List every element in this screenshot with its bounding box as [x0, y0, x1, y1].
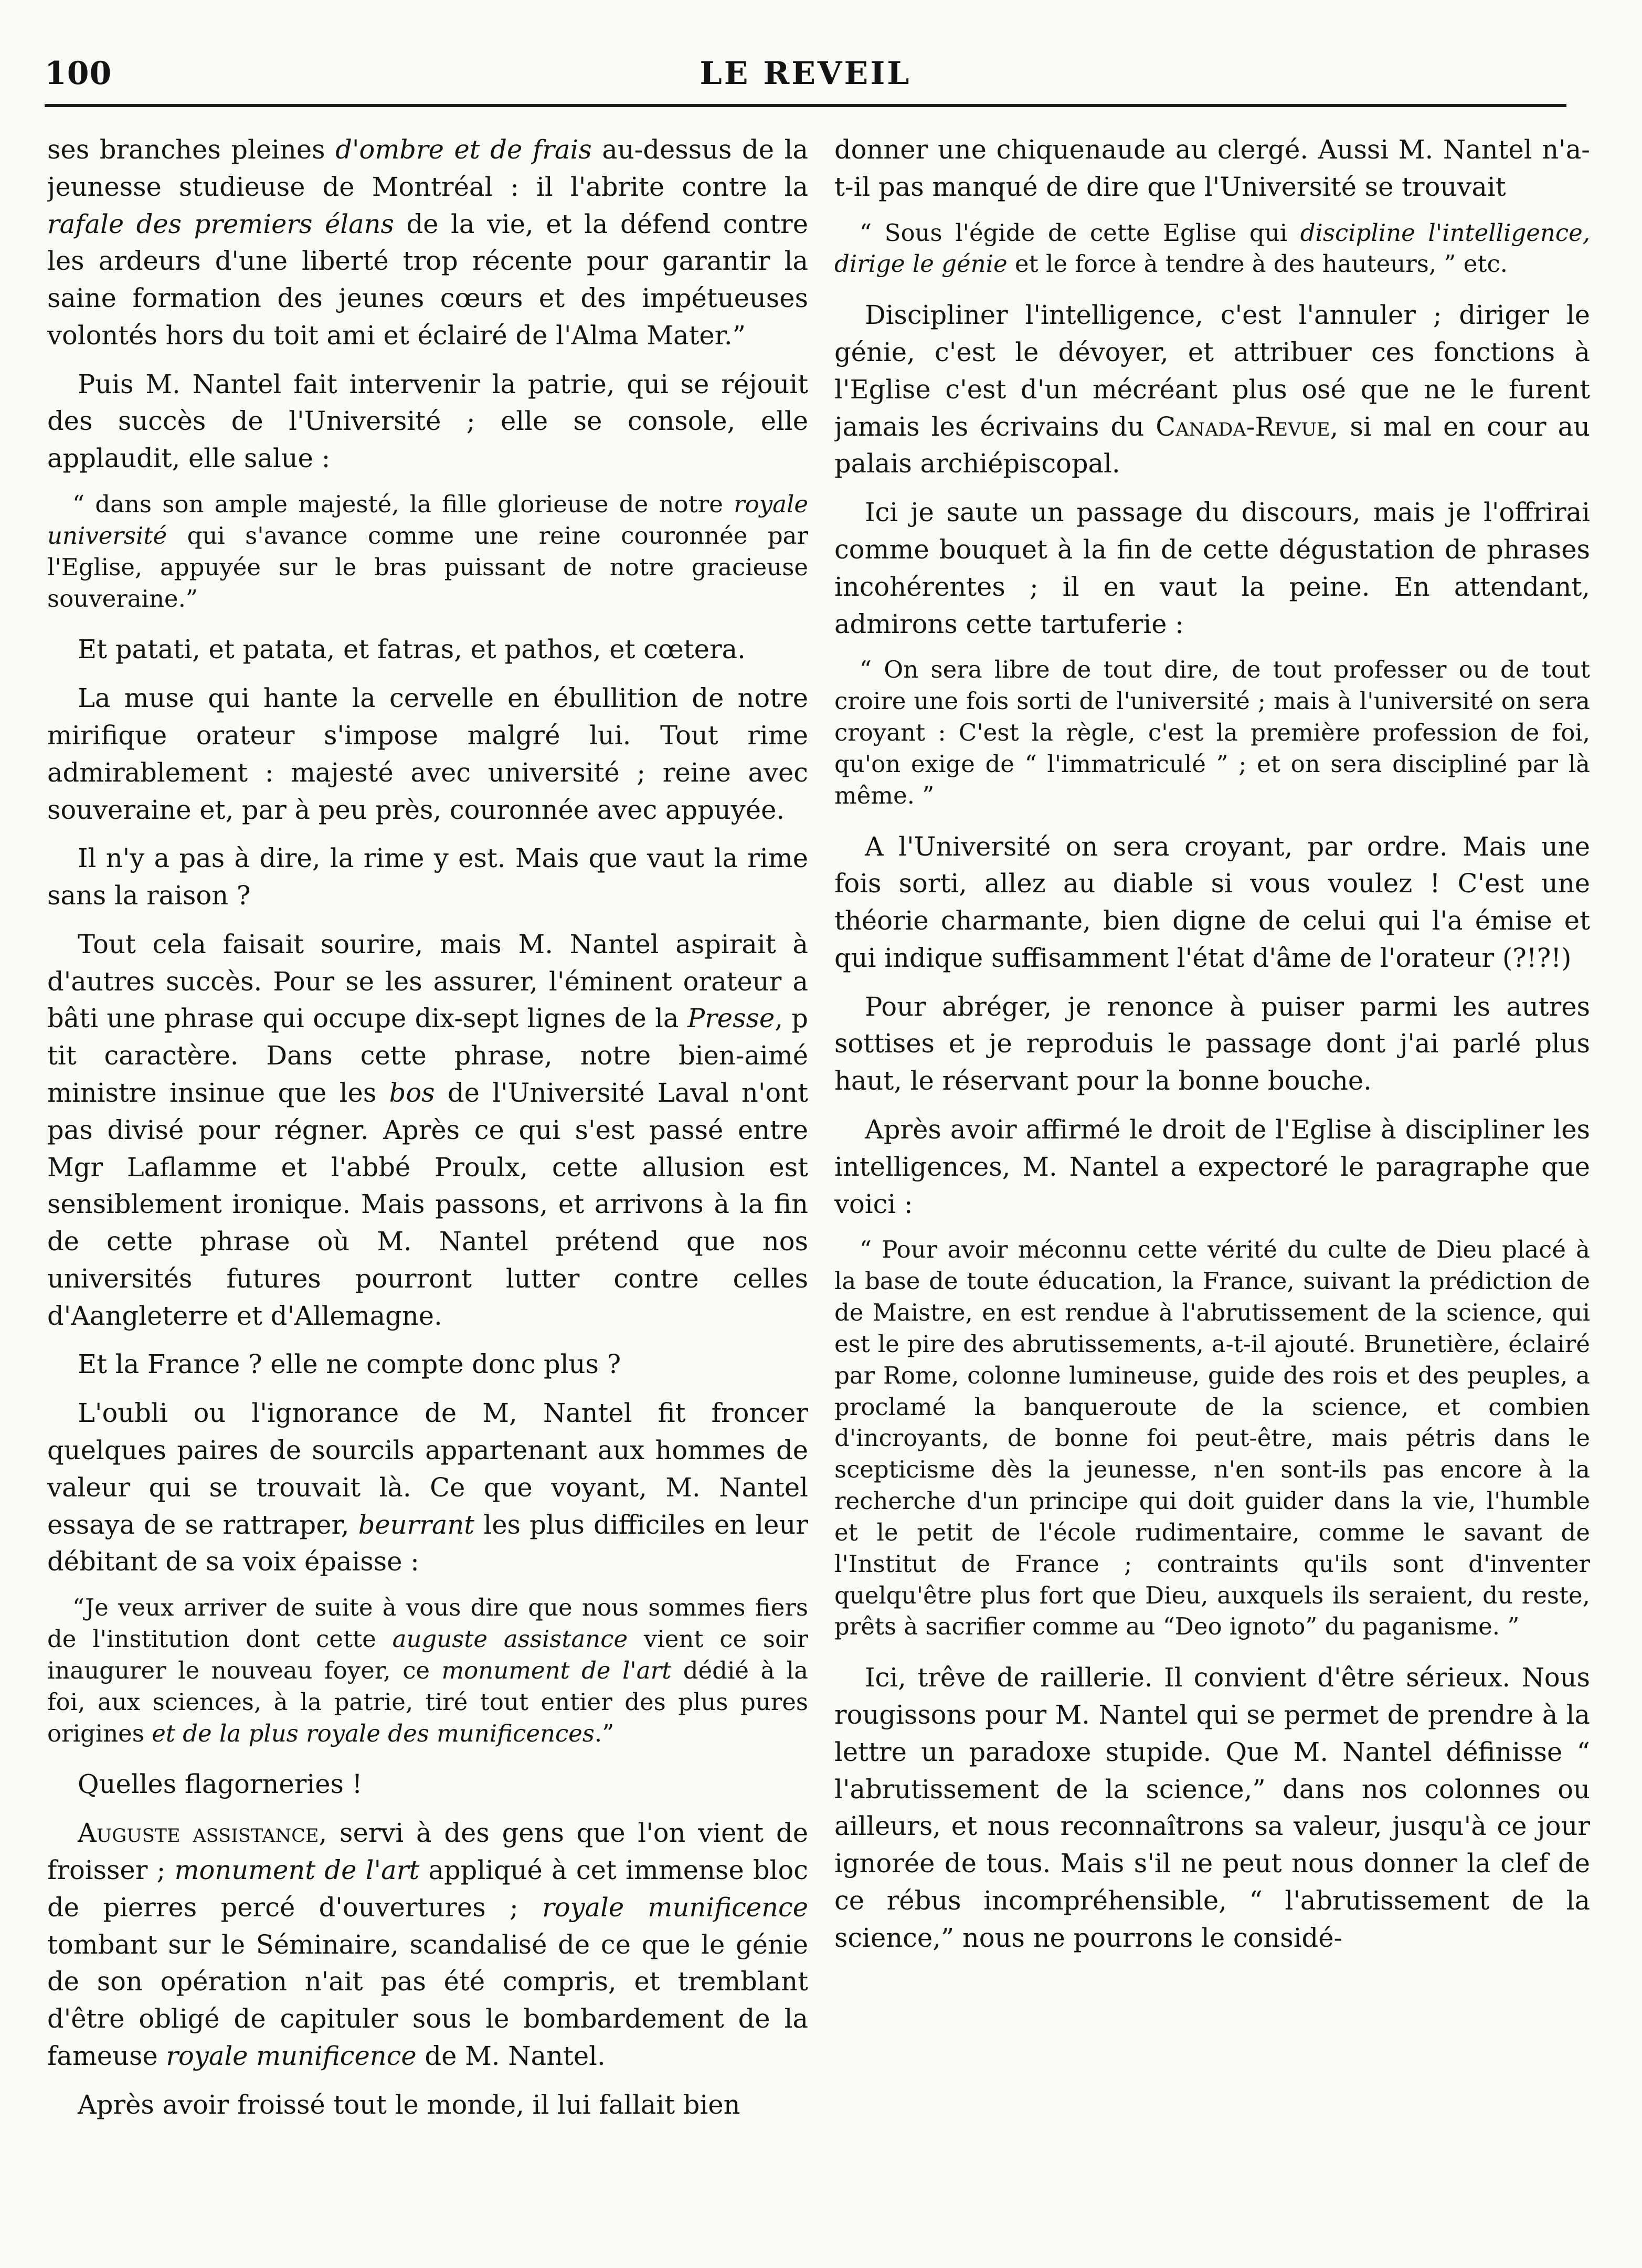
quotation: “ dans son ample majesté, la fille glorieuse de notre royale université qui s'avance comme une reine couronnée par l'Eglise, appuyée sur le bras puissant de notre gracieuse souveraine.” — [47, 490, 808, 613]
paragraph: Puis M. Nantel fait intervenir la patrie, qui se réjouit des succès de l'Université ; elle se console, elle applaudit, elle salue : — [47, 368, 808, 474]
right-column — [834, 131, 1590, 2178]
left-column — [47, 131, 808, 2178]
paragraph: Après avoir affirmé le droit de l'Eglise à discipliner les intelligences, M. Nantel a expectoré le paragraphe que voici : — [834, 1114, 1590, 1219]
quotation: “ Pour avoir méconnu cette vérité du culte de Dieu placé à la base de toute éducation, la France, suivant la prédiction de de Maistre, en est rendue à l'abrutissement de la science, qui est le pire des abrutissements, a-t-il ajouté. Brunetière, éclairé par Rome, colonne lumineuse, guide des rois et des peuples, a proclamé la banqueroute de la science, et combien d'incroyants, de bonne foi peut-être, mais pétris dans le scepticisme dès la jeunesse, n'en sont-ils pas encore à la recherche d'un principe qui doit guider dans la vie, l'humble et le petit de l'école rudimentaire, comme le savant de l'Institut de France ; contraints qu'ils sont d'inventer quelqu'être plus fort que Dieu, auxquels ils seraient, du reste, prêts à sacrifier comme au “Deo ignoto” du paganisme. ” — [834, 1236, 1590, 1641]
paragraph: A l'Université on sera croyant, par ordre. Mais une fois sorti, allez au diable si vous voulez ! C'est une théorie charmante, bien digne de celui qui l'a émise et qui indique suffisamment l'état d'âme de l'orateur (?!?!) — [834, 831, 1590, 973]
paragraph: Ici, trêve de raillerie. Il convient d'être sérieux. Nous rougissons pour M. Nantel qui se permet de prendre à la lettre un paradoxe stupide. Que M. Nantel définisse “ l'abrutissement de la science,” dans nos colonnes ou ailleurs, et nous reconnaîtrons sa valeur, jusqu'à ce jour ignorée de tous. Mais s'il ne peut nous donner la clef de ce rébus incompréhensible, “ l'abrutissement de la science,” nous ne pourrons le considé- — [834, 1662, 1590, 1953]
paragraph: Pour abréger, je renonce à puiser parmi les autres sottises et je reproduis le passage dont j'ai parlé plus haut, le réservant pour la bonne bouche. — [834, 991, 1590, 1096]
paragraph: Quelles flagorneries ! — [78, 1769, 363, 1800]
quotation: “Je veux arriver de suite à vous dire que nous sommes fiers de l'institution dont cette auguste assistance vient ce soir inaugurer le nouveau foyer, ce monument de l'art dédié à la foi, aux sciences, à la patrie, tiré tout entier des plus pures origines et de la plus royale des munificences.” — [47, 1594, 808, 1747]
paragraph: L'oubli ou l'ignorance de M, Nantel fit froncer quelques paires de sourcils appartenant aux hommes de valeur qui se trouvait là. Ce que voyant, M. Nantel essaya de se rattraper, beurrant les plus difficiles en leur débitant de sa voix épaisse : — [47, 1398, 808, 1577]
quotation: “ On sera libre de tout dire, de tout professer ou de tout croire une fois sorti de l'université ; mais à l'université on sera croyant : C'est la règle, c'est la première profession de foi, qu'on exige de “ l'immatriculé ” ; et on sera discipliné par là même. ” — [834, 656, 1590, 809]
paragraph: La muse qui hante la cervelle en ébullition de notre mirifique orateur s'impose malgré lui. Tout rime admirablement : majesté avec université ; reine avec souveraine et, par à peu près, couronnée avec appuyée. — [47, 683, 808, 825]
page-number: 100 — [45, 55, 112, 92]
paragraph: Ici je saute un passage du discours, mais je l'offrirai comme bouquet à la fin de cette dégustation de phrases incohérentes ; il en vaut la peine. En attendant, admirons cette tartuferie : — [834, 497, 1590, 639]
paragraph: Il n'y a pas à dire, la rime y est. Mais que vaut la rime sans la raison ? — [47, 843, 808, 911]
paragraph: Après avoir froissé tout le monde, il lui fallait bien — [78, 2089, 740, 2120]
page-header — [45, 55, 1566, 102]
quotation: “ Sous l'égide de cette Eglise qui discipline l'intelligence, dirige le génie et le force à tendre à des hauteurs, ” etc. — [834, 218, 1590, 278]
header-rule — [45, 104, 1566, 107]
paragraph-continued: ses branches pleines d'ombre et de frais au-dessus de la jeunesse studieuse de Montréal : il l'abrite contre la rafale des premiers élans de la vie, et la défend contre les ardeurs d'une liberté trop récente pour garantir la saine formation des jeunes cœurs et des impétueuses volontés hors du toit ami et éclairé de l'Alma Mater.” — [47, 134, 808, 351]
paragraph: Et patati, et patata, et fatras, et pathos, et cœtera. — [78, 634, 746, 665]
paragraph: Tout cela faisait sourire, mais M. Nantel aspirait à d'autres succès. Pour se les assurer, l'éminent orateur a bâti une phrase qui occupe dix-sept lignes de la Presse, p tit caractère. Dans cette phrase, notre bien-aimé ministre insinue que les bos de l'Université Laval n'ont pas divisé pour régner. Après ce qui s'est passé entre Mgr Laflamme et l'abbé Proulx, cette allusion est sensiblement ironique. Mais passons, et arrivons à la fin de cette phrase où M. Nantel prétend que nos universités futures pourront lutter contre celles d'Aangleterre et d'Allemagne. — [47, 929, 808, 1331]
journal-title: LE REVEIL — [700, 55, 912, 92]
paragraph: Discipliner l'intelligence, c'est l'annuler ; diriger le génie, c'est le dévoyer, et attribuer ces fonctions à l'Eglise c'est d'un mécréant plus osé que ne le furent jamais les écrivains du Canada-Revue, si mal en cour au palais archiépiscopal. — [834, 300, 1590, 479]
paragraph: Auguste assistance, servi à des gens que l'on vient de froisser ; monument de l'art appliqué à cet immense bloc de pierres percé d'ouvertures ; royale munificence tombant sur le Séminaire, scandalisé de ce que le génie de son opération n'ait pas été compris, et tremblant d'être obligé de capituler sous le bombardement de la fameuse royale munificence de M. Nantel. — [47, 1818, 808, 2071]
paragraph-continued: donner une chiquenaude au clergé. Aussi M. Nantel n'a-t-il pas manqué de dire que l'Université se trouvait — [834, 134, 1590, 202]
paragraph: Et la France ? elle ne compte donc plus ? — [78, 1349, 621, 1380]
